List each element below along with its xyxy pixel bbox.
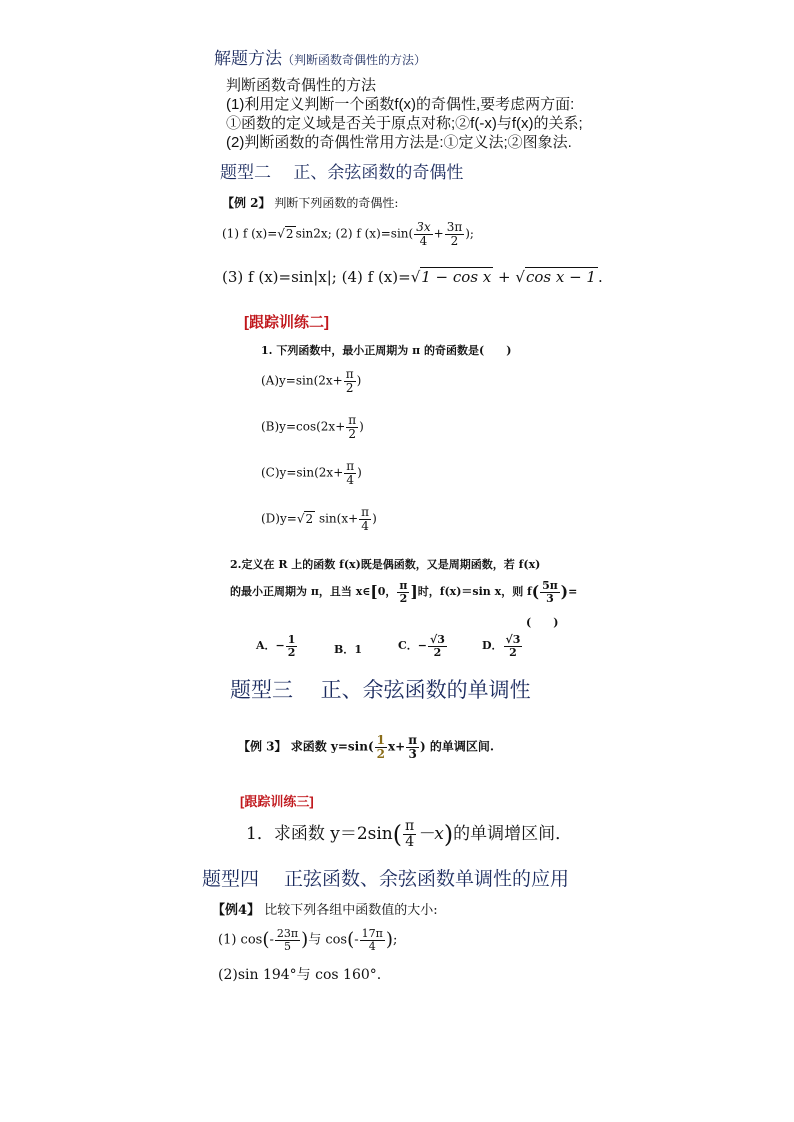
- method-line: (2)判断函数的奇偶性常用方法是:①定义法;②图象法.: [226, 134, 572, 151]
- expr-text: +: [498, 268, 511, 286]
- q-text: 的单调增区间．: [453, 824, 573, 844]
- option-a: [261, 368, 361, 394]
- example3: [238, 734, 494, 760]
- option-text: ): [356, 373, 362, 388]
- expr-text: );: [465, 226, 474, 241]
- method-body: [226, 76, 583, 152]
- option-d: (D)y=√2 sin(x+ $\frac{\pi}{4}$ ): [261, 505, 377, 533]
- example4-text: 比较下列各组中函数值的大小:: [264, 903, 438, 918]
- training2-q2-line1: 2.定义在 R 上的函数 f(x)既是偶函数，又是周期函数，若 f(x): [230, 558, 541, 571]
- choice-label: C．: [398, 639, 418, 653]
- example4-line2: (2)sin 194°与 cos 160°.: [218, 967, 382, 983]
- option-text: (C)y=sin(2x+: [261, 465, 344, 480]
- example4-line1: (1) cos(- $\frac{23\pi}{5}$ )与 cos(- $\frac{17\pi}{4}$ );: [218, 927, 398, 953]
- q2-answer-paren: ( ): [526, 616, 559, 629]
- option-text: (D)y=: [261, 511, 297, 526]
- q2-text: 的最小正周期为 π，且当 x∈: [230, 585, 371, 599]
- sqrt-value: cos x − 1: [525, 268, 596, 286]
- training2-title: [跟踪训练二]: [244, 314, 329, 331]
- method-heading: [214, 44, 426, 69]
- q-text: －x: [417, 824, 444, 844]
- q2-text: 0，: [377, 585, 397, 599]
- q2-text: 时，f(x)＝sin x，则 f: [417, 585, 532, 599]
- fraction: $\frac{23\pi}{5}$: [276, 927, 299, 953]
- type4-title: 题型四 正弦函数、余弦函数单调性的应用: [202, 868, 570, 890]
- fraction: $\frac{\pi}{2}$: [399, 579, 408, 605]
- choice-a: [256, 634, 298, 658]
- option-b: [261, 414, 364, 440]
- fraction: $\frac{\pi}{4}$: [361, 505, 370, 533]
- method-heading-sub: （判断函数奇偶性的方法）: [282, 53, 427, 67]
- fraction: $\frac{17\pi}{4}$: [361, 927, 383, 953]
- q2-text: =: [568, 585, 578, 599]
- option-text: ): [372, 511, 377, 526]
- choice-value: 1: [354, 643, 362, 656]
- fraction: $\frac{3\pi}{2}$: [446, 220, 463, 248]
- sqrt-value: 1 − cos x: [421, 268, 492, 286]
- fraction: $\frac{\pi}{2}$: [345, 367, 354, 395]
- method-line: ①函数的定义域是否关于原点对称;②f(-x)与f(x)的关系;: [226, 115, 583, 132]
- example2-text: 判断下列函数的奇偶性:: [274, 196, 399, 210]
- choice-label: A．: [256, 639, 276, 653]
- fraction: $\frac{\pi}{4}$: [405, 818, 415, 850]
- option-text: (B)y=cos(2x+: [261, 419, 346, 434]
- example2-header: [222, 194, 398, 211]
- method-line: 判断函数奇偶性的方法: [226, 77, 377, 94]
- choice-b: [334, 641, 362, 657]
- choice-c: [398, 634, 448, 658]
- fraction: $\frac{\pi}{4}$: [346, 459, 355, 487]
- fraction: $\frac{√3}{2}$: [505, 633, 521, 659]
- choice-d: [482, 634, 523, 658]
- option-text: ): [357, 465, 362, 480]
- expr-text: (3) f (x)=sin|x|; (4) f (x)=: [222, 268, 411, 286]
- example3-text: 求函数 y=sin(: [290, 739, 374, 754]
- fraction: $\frac{\pi}{3}$: [408, 733, 418, 761]
- fraction: $\frac{1}{2}$: [287, 633, 296, 659]
- expr-text: (1) cos: [218, 932, 263, 948]
- training3-question: 1．求函数 y＝2sin( $\frac{\pi}{4}$ －x)的单调增区间．: [246, 818, 573, 850]
- expr-text: sin2x; (2) f (x)=sin(: [295, 226, 414, 241]
- fraction: $\frac{√3}{2}$: [429, 633, 445, 659]
- example3-text: ) 的单调区间.: [420, 739, 495, 754]
- expr-text: +: [433, 226, 444, 241]
- expr-text: .: [597, 268, 603, 286]
- option-text: sin(x+: [315, 511, 359, 526]
- option-text: ): [359, 419, 364, 434]
- sqrt-value: 2: [285, 226, 294, 241]
- training2-q1: 1. 下列函数中，最小正周期为 π 的奇函数是( ): [261, 344, 512, 357]
- option-text: (A)y=sin(2x+: [261, 373, 343, 388]
- training3-title: [跟踪训练三]: [240, 794, 314, 809]
- expr-text: ;: [392, 932, 398, 948]
- method-heading-title: 解题方法: [214, 49, 282, 69]
- expr-text: 与 cos: [308, 932, 348, 948]
- choice-label: B．: [334, 643, 355, 656]
- choice-sign: −: [417, 639, 427, 653]
- choice-label: D．: [482, 639, 503, 653]
- sqrt-value: 2: [305, 511, 314, 526]
- expr-text: (1) f (x)=: [222, 226, 278, 241]
- example3-text: x+: [388, 739, 406, 754]
- fraction: $\frac{\pi}{2}$: [348, 413, 357, 441]
- option-c: [261, 460, 362, 486]
- example2-label: 【例 2】: [222, 196, 271, 210]
- fraction: $\frac{3x}{4}$: [416, 220, 431, 248]
- type3-title: 题型三 正、余弦函数的单调性: [230, 678, 531, 702]
- type2-title: 题型二 正、余弦函数的奇偶性: [220, 163, 464, 183]
- training2-q2-line2: 的最小正周期为 π，且当 x∈[0， $\frac{\pi}{2}$ ]时，f(x)＝sin x，则 f( $\frac{5\pi}{3}$ )=: [230, 579, 578, 605]
- choice-sign: −: [275, 639, 285, 653]
- example4-label: 【例4】: [212, 903, 261, 918]
- q-text: 1．求函数 y＝2sin: [246, 824, 393, 844]
- method-line: (1)利用定义判断一个函数f(x)的奇偶性,要考虑两方面:: [226, 96, 575, 113]
- example4-header: [212, 899, 438, 918]
- fraction: $\frac{5\pi}{3}$: [542, 579, 558, 605]
- fraction: $\frac{1}{2}$: [376, 733, 386, 761]
- example2-line2: (3) f (x)=sin|x|; (4) f (x)=√1 − cos x + √cos x − 1 .: [222, 268, 603, 286]
- example2-line1: (1) f (x)=√2 sin2x; (2) f (x)=sin( $\frac{3x}{4}$ + $\frac{3\pi}{2}$ );: [222, 220, 474, 248]
- example3-label: 【例 3】: [238, 739, 287, 754]
